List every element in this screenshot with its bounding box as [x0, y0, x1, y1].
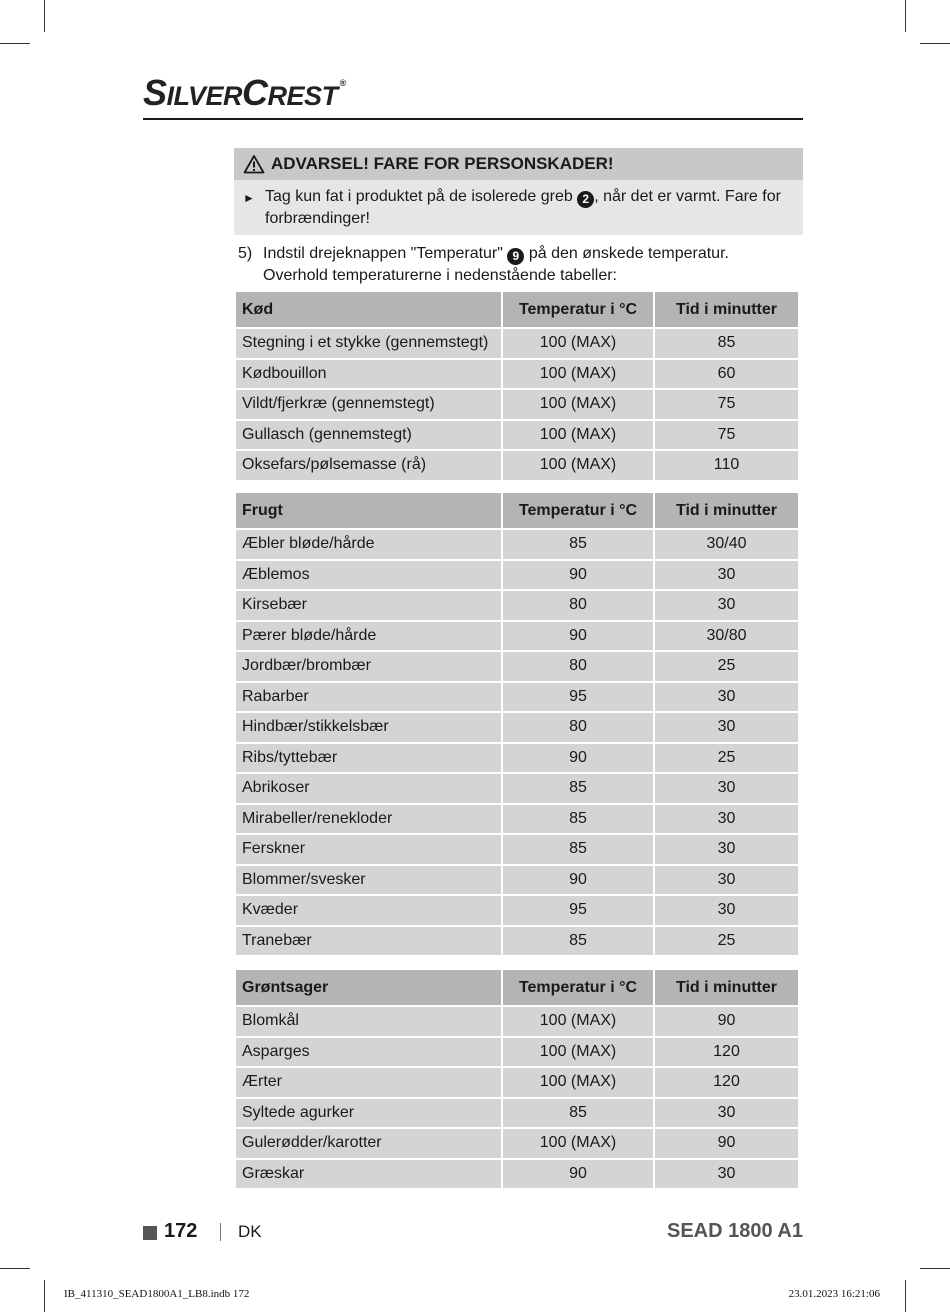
table-row — [236, 927, 798, 956]
table-cell: 85 — [503, 530, 653, 559]
model-number: SEAD 1800 A1 — [667, 1220, 803, 1242]
table-cell: Kirsebær — [236, 591, 501, 620]
table-cell: 85 — [503, 774, 653, 803]
table-cell: 100 (MAX) — [503, 451, 653, 480]
crop-mark — [44, 1280, 45, 1312]
page-footer — [143, 1220, 803, 1248]
warning-title: ADVARSEL! FARE FOR PERSONSKADER! — [234, 148, 803, 180]
table-row — [236, 390, 798, 419]
column-header: Temperatur i °C — [503, 970, 653, 1005]
crop-mark — [44, 0, 45, 32]
table-cell: 30 — [655, 866, 798, 895]
warning-triangle-icon — [243, 154, 265, 174]
crop-mark — [905, 1280, 906, 1312]
page-number: 172 — [164, 1220, 198, 1242]
table-cell: Syltede agurker — [236, 1099, 501, 1128]
bullet-arrow-icon: ► — [243, 191, 255, 205]
brand-logo: SILVERCREST ® — [143, 72, 346, 113]
table-cell: Ribs/tyttebær — [236, 744, 501, 773]
table-cell: 25 — [655, 744, 798, 773]
column-header: Tid i minutter — [655, 292, 798, 327]
instruction-step: 5) Indstil drejeknappen "Temperatur" 9 på den ønskede temperatur. Overhold temperaturerne i nedenstående tabeller: — [238, 245, 729, 284]
table-row — [236, 421, 798, 450]
table-row — [236, 1038, 798, 1067]
table-cell: Blommer/svesker — [236, 866, 501, 895]
table-row — [236, 896, 798, 925]
language-code: DK — [238, 1222, 262, 1241]
table-cell: 60 — [655, 360, 798, 389]
table-cell: 120 — [655, 1038, 798, 1067]
table-cell: 90 — [503, 622, 653, 651]
table-cell: Pærer bløde/hårde — [236, 622, 501, 651]
table-cell: Æbler bløde/hårde — [236, 530, 501, 559]
crop-mark — [920, 1268, 950, 1269]
table-cell: Gullasch (gennemstegt) — [236, 421, 501, 450]
table-cell: 30 — [655, 1099, 798, 1128]
column-header: Temperatur i °C — [503, 292, 653, 327]
table-cell: 30 — [655, 774, 798, 803]
table-cell: Græskar — [236, 1160, 501, 1189]
table-cell: 75 — [655, 390, 798, 419]
reference-number: 9 — [507, 248, 524, 265]
table-cell: Vildt/fjerkræ (gennemstegt) — [236, 390, 501, 419]
table-row — [236, 744, 798, 773]
table-row — [236, 530, 798, 559]
table-cell: Oksefars/pølsemasse (rå) — [236, 451, 501, 480]
table-cell: Mirabeller/renekloder — [236, 805, 501, 834]
table-row — [236, 805, 798, 834]
table-row — [236, 561, 798, 590]
table-row — [236, 1007, 798, 1036]
table-cell: Blomkål — [236, 1007, 501, 1036]
table-row — [236, 1160, 798, 1189]
table-cell: 90 — [503, 866, 653, 895]
reference-number: 2 — [577, 191, 594, 208]
table-row — [236, 713, 798, 742]
table-cell: Gulerødder/karotter — [236, 1129, 501, 1158]
table-cell: 85 — [503, 805, 653, 834]
table-row — [236, 591, 798, 620]
table-cell: 85 — [655, 329, 798, 358]
table-cell: 30 — [655, 683, 798, 712]
table-row — [236, 683, 798, 712]
table-cell: Asparges — [236, 1038, 501, 1067]
column-header: Grøntsager — [236, 970, 501, 1005]
table-cell: 100 (MAX) — [503, 390, 653, 419]
print-file-info: IB_411310_SEAD1800A1_LB8.indb 172 — [64, 1288, 250, 1300]
table-cell: 85 — [503, 927, 653, 956]
table-row — [236, 451, 798, 480]
table-cell: 95 — [503, 896, 653, 925]
table-row — [236, 329, 798, 358]
table-cell: 110 — [655, 451, 798, 480]
table-row — [236, 1129, 798, 1158]
table-cell: 85 — [503, 835, 653, 864]
table-cell: 100 (MAX) — [503, 1129, 653, 1158]
meat-table — [234, 290, 800, 482]
table-cell: 80 — [503, 591, 653, 620]
warning-body — [234, 180, 803, 235]
table-row — [236, 774, 798, 803]
table-cell: Jordbær/brombær — [236, 652, 501, 681]
warning-text: Tag kun fat i produktet på de isolerede greb 2 , når det er varmt. Fare for forbrændinger! — [265, 188, 781, 227]
table-header-row — [236, 970, 798, 1005]
table-cell: 30/40 — [655, 530, 798, 559]
print-datetime: 23.01.2023 16:21:06 — [788, 1288, 880, 1300]
column-header: Kød — [236, 292, 501, 327]
step-text: Indstil drejeknappen "Temperatur" 9 på den ønskede temperatur. Overhold temperaturerne i nedenstående tabeller: — [263, 245, 729, 284]
table-header-row — [236, 292, 798, 327]
table-cell: 95 — [503, 683, 653, 712]
fruit-table — [234, 491, 800, 957]
table-cell: 90 — [503, 1160, 653, 1189]
crop-mark — [920, 43, 950, 44]
table-cell: Kødbouillon — [236, 360, 501, 389]
table-cell: Stegning i et stykke (gennemstegt) — [236, 329, 501, 358]
table-cell: 75 — [655, 421, 798, 450]
table-cell: 30 — [655, 805, 798, 834]
table-cell: 100 (MAX) — [503, 1038, 653, 1067]
table-cell: 85 — [503, 1099, 653, 1128]
table-cell: 30 — [655, 1160, 798, 1189]
column-header: Temperatur i °C — [503, 493, 653, 528]
table-cell: 90 — [503, 561, 653, 590]
footer-square-icon — [143, 1226, 157, 1240]
table-cell: Tranebær — [236, 927, 501, 956]
table-header-row — [236, 493, 798, 528]
table-cell: 90 — [503, 744, 653, 773]
table-cell: 100 (MAX) — [503, 1068, 653, 1097]
table-cell: 90 — [655, 1007, 798, 1036]
table-cell: 100 (MAX) — [503, 329, 653, 358]
table-cell: Hindbær/stikkelsbær — [236, 713, 501, 742]
table-cell: 80 — [503, 713, 653, 742]
table-cell: Abrikoser — [236, 774, 501, 803]
table-cell: Ferskner — [236, 835, 501, 864]
table-cell: 100 (MAX) — [503, 421, 653, 450]
table-row — [236, 866, 798, 895]
table-row — [236, 622, 798, 651]
table-cell: Æblemos — [236, 561, 501, 590]
table-cell: 30 — [655, 896, 798, 925]
table-cell: 25 — [655, 652, 798, 681]
table-cell: Kvæder — [236, 896, 501, 925]
table-cell: 25 — [655, 927, 798, 956]
table-cell: Ærter — [236, 1068, 501, 1097]
table-cell: Rabarber — [236, 683, 501, 712]
table-cell: 100 (MAX) — [503, 360, 653, 389]
table-cell: 120 — [655, 1068, 798, 1097]
crop-mark — [905, 0, 906, 32]
table-cell: 30 — [655, 591, 798, 620]
column-header: Tid i minutter — [655, 493, 798, 528]
table-row — [236, 652, 798, 681]
table-row — [236, 835, 798, 864]
warning-box — [234, 148, 803, 235]
crop-mark — [0, 43, 30, 44]
table-cell: 30/80 — [655, 622, 798, 651]
table-cell: 100 (MAX) — [503, 1007, 653, 1036]
vegetables-table — [234, 968, 800, 1190]
table-cell: 90 — [655, 1129, 798, 1158]
table-cell: 30 — [655, 713, 798, 742]
table-cell: 80 — [503, 652, 653, 681]
table-row — [236, 1068, 798, 1097]
table-row — [236, 1099, 798, 1128]
column-header: Frugt — [236, 493, 501, 528]
footer-divider — [220, 1223, 221, 1241]
table-cell: 30 — [655, 835, 798, 864]
header-rule — [143, 118, 803, 120]
crop-mark — [0, 1268, 30, 1269]
table-row — [236, 360, 798, 389]
column-header: Tid i minutter — [655, 970, 798, 1005]
table-cell: 30 — [655, 561, 798, 590]
